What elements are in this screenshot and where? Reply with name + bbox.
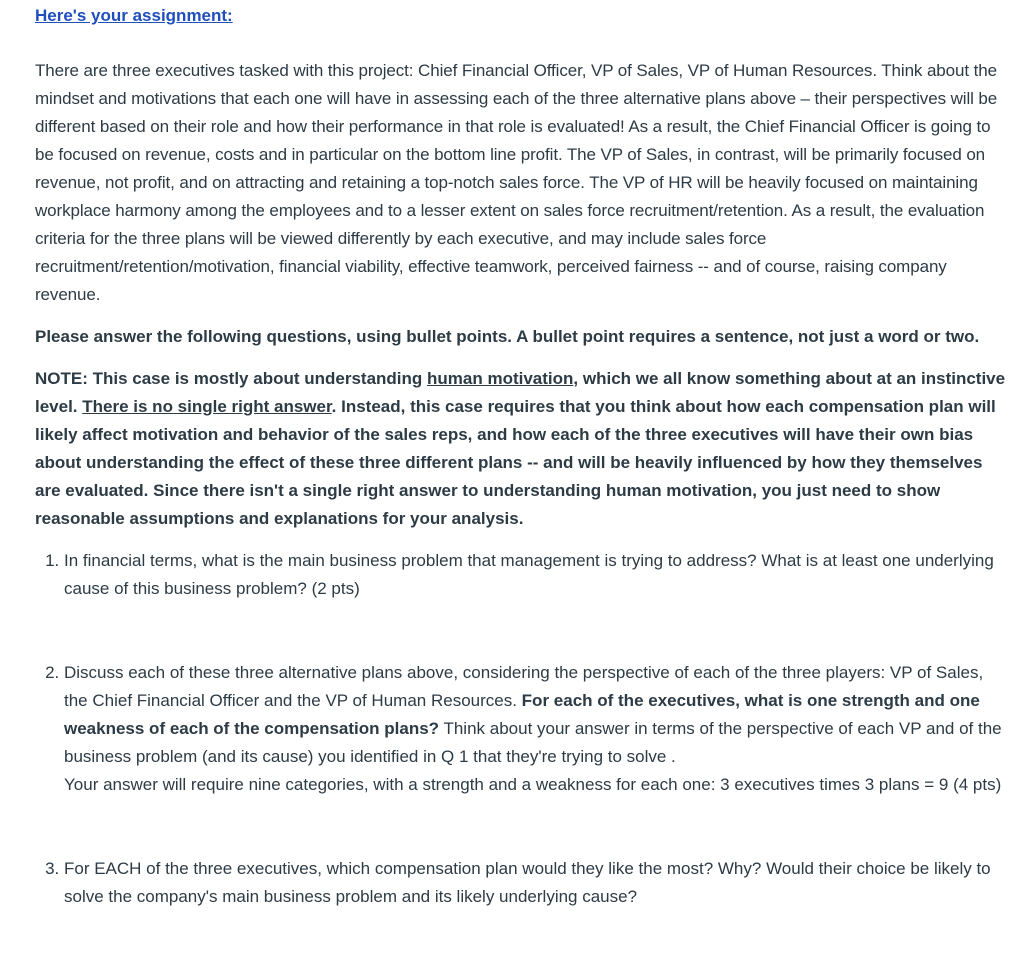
note-human-motivation: human motivation xyxy=(427,369,574,388)
question-list xyxy=(35,547,1008,911)
question-2-text-c: Your answer will require nine categories, with a strength and a weakness for each one: 3 executives times 3 plans = 9 (4 pts) xyxy=(64,775,1002,794)
note-text-1: NOTE: This case is mostly about understanding xyxy=(35,369,428,388)
question-2 xyxy=(64,659,1008,799)
question-1 xyxy=(64,547,1008,603)
instruction-paragraph: Please answer the following questions, using bullet points. A bullet point requires a sentence, not just a word or two. xyxy=(35,327,980,346)
note-text-3: . Instead, this case requires that you think about how each compensation plan will likely affect motivation and behavior of the sales reps, and how each of the three executives will have their own bias about understanding the effect of these three different plans -- and will be heavily influenced by how they themselves are evaluated. Since there isn't a single right answer to understanding human motivation, you just need to show reasonable assumptions and explanations for your analysis. xyxy=(35,397,996,528)
question-1-text: In financial terms, what is the main business problem that management is trying to address? What is at least one underlying cause of this business problem? (2 pts) xyxy=(64,551,994,598)
intro-paragraph: There are three executives tasked with this project: Chief Financial Officer, VP of Sales, VP of Human Resources. Think about the mindset and motivations that each one will have in assessing each of the three alternative plans above – their perspectives will be different based on their role and how their performance in that role is evaluated! As a result, the Chief Financial Officer is going to be focused on revenue, costs and in particular on the bottom line profit. The VP of Sales, in contrast, will be primarily focused on revenue, not profit, and on attracting and retaining a top-notch sales force. The VP of HR will be heavily focused on maintaining workplace harmony among the employees and to a lesser extent on sales force recruitment/retention. As a result, the evaluation criteria for the three plans will be viewed differently by each executive, and may include sales force recruitment/retention/motivation, financial viability, effective teamwork, perceived fairness -- and of course, raising company revenue. xyxy=(35,61,998,304)
question-2-text-b: Think about your answer in terms of the perspective of each VP and of the business problem (and its cause) you identified in Q 1 that they're trying to solve . xyxy=(64,719,1002,766)
question-3-text: For EACH of the three executives, which compensation plan would they like the most? Why? Would their choice be likely to solve the company's main business problem and its likely underlying cause? xyxy=(64,859,991,906)
question-2-text-a: Discuss each of these three alternative plans above, considering the perspective of each of the three players: VP of Sales, the Chief Financial Officer and the VP of Human Resources. xyxy=(64,663,984,710)
question-2-bold: For each of the executives, what is one strength and one weakness of each of the compensation plans? xyxy=(64,691,980,738)
note-no-single-answer: There is no single right answer xyxy=(82,397,332,416)
question-3 xyxy=(64,855,1008,911)
note-paragraph xyxy=(35,365,1008,533)
assignment-heading: Here's your assignment: xyxy=(35,6,233,25)
note-text-2: , which we all know something about at an instinctive level. xyxy=(35,369,1006,416)
